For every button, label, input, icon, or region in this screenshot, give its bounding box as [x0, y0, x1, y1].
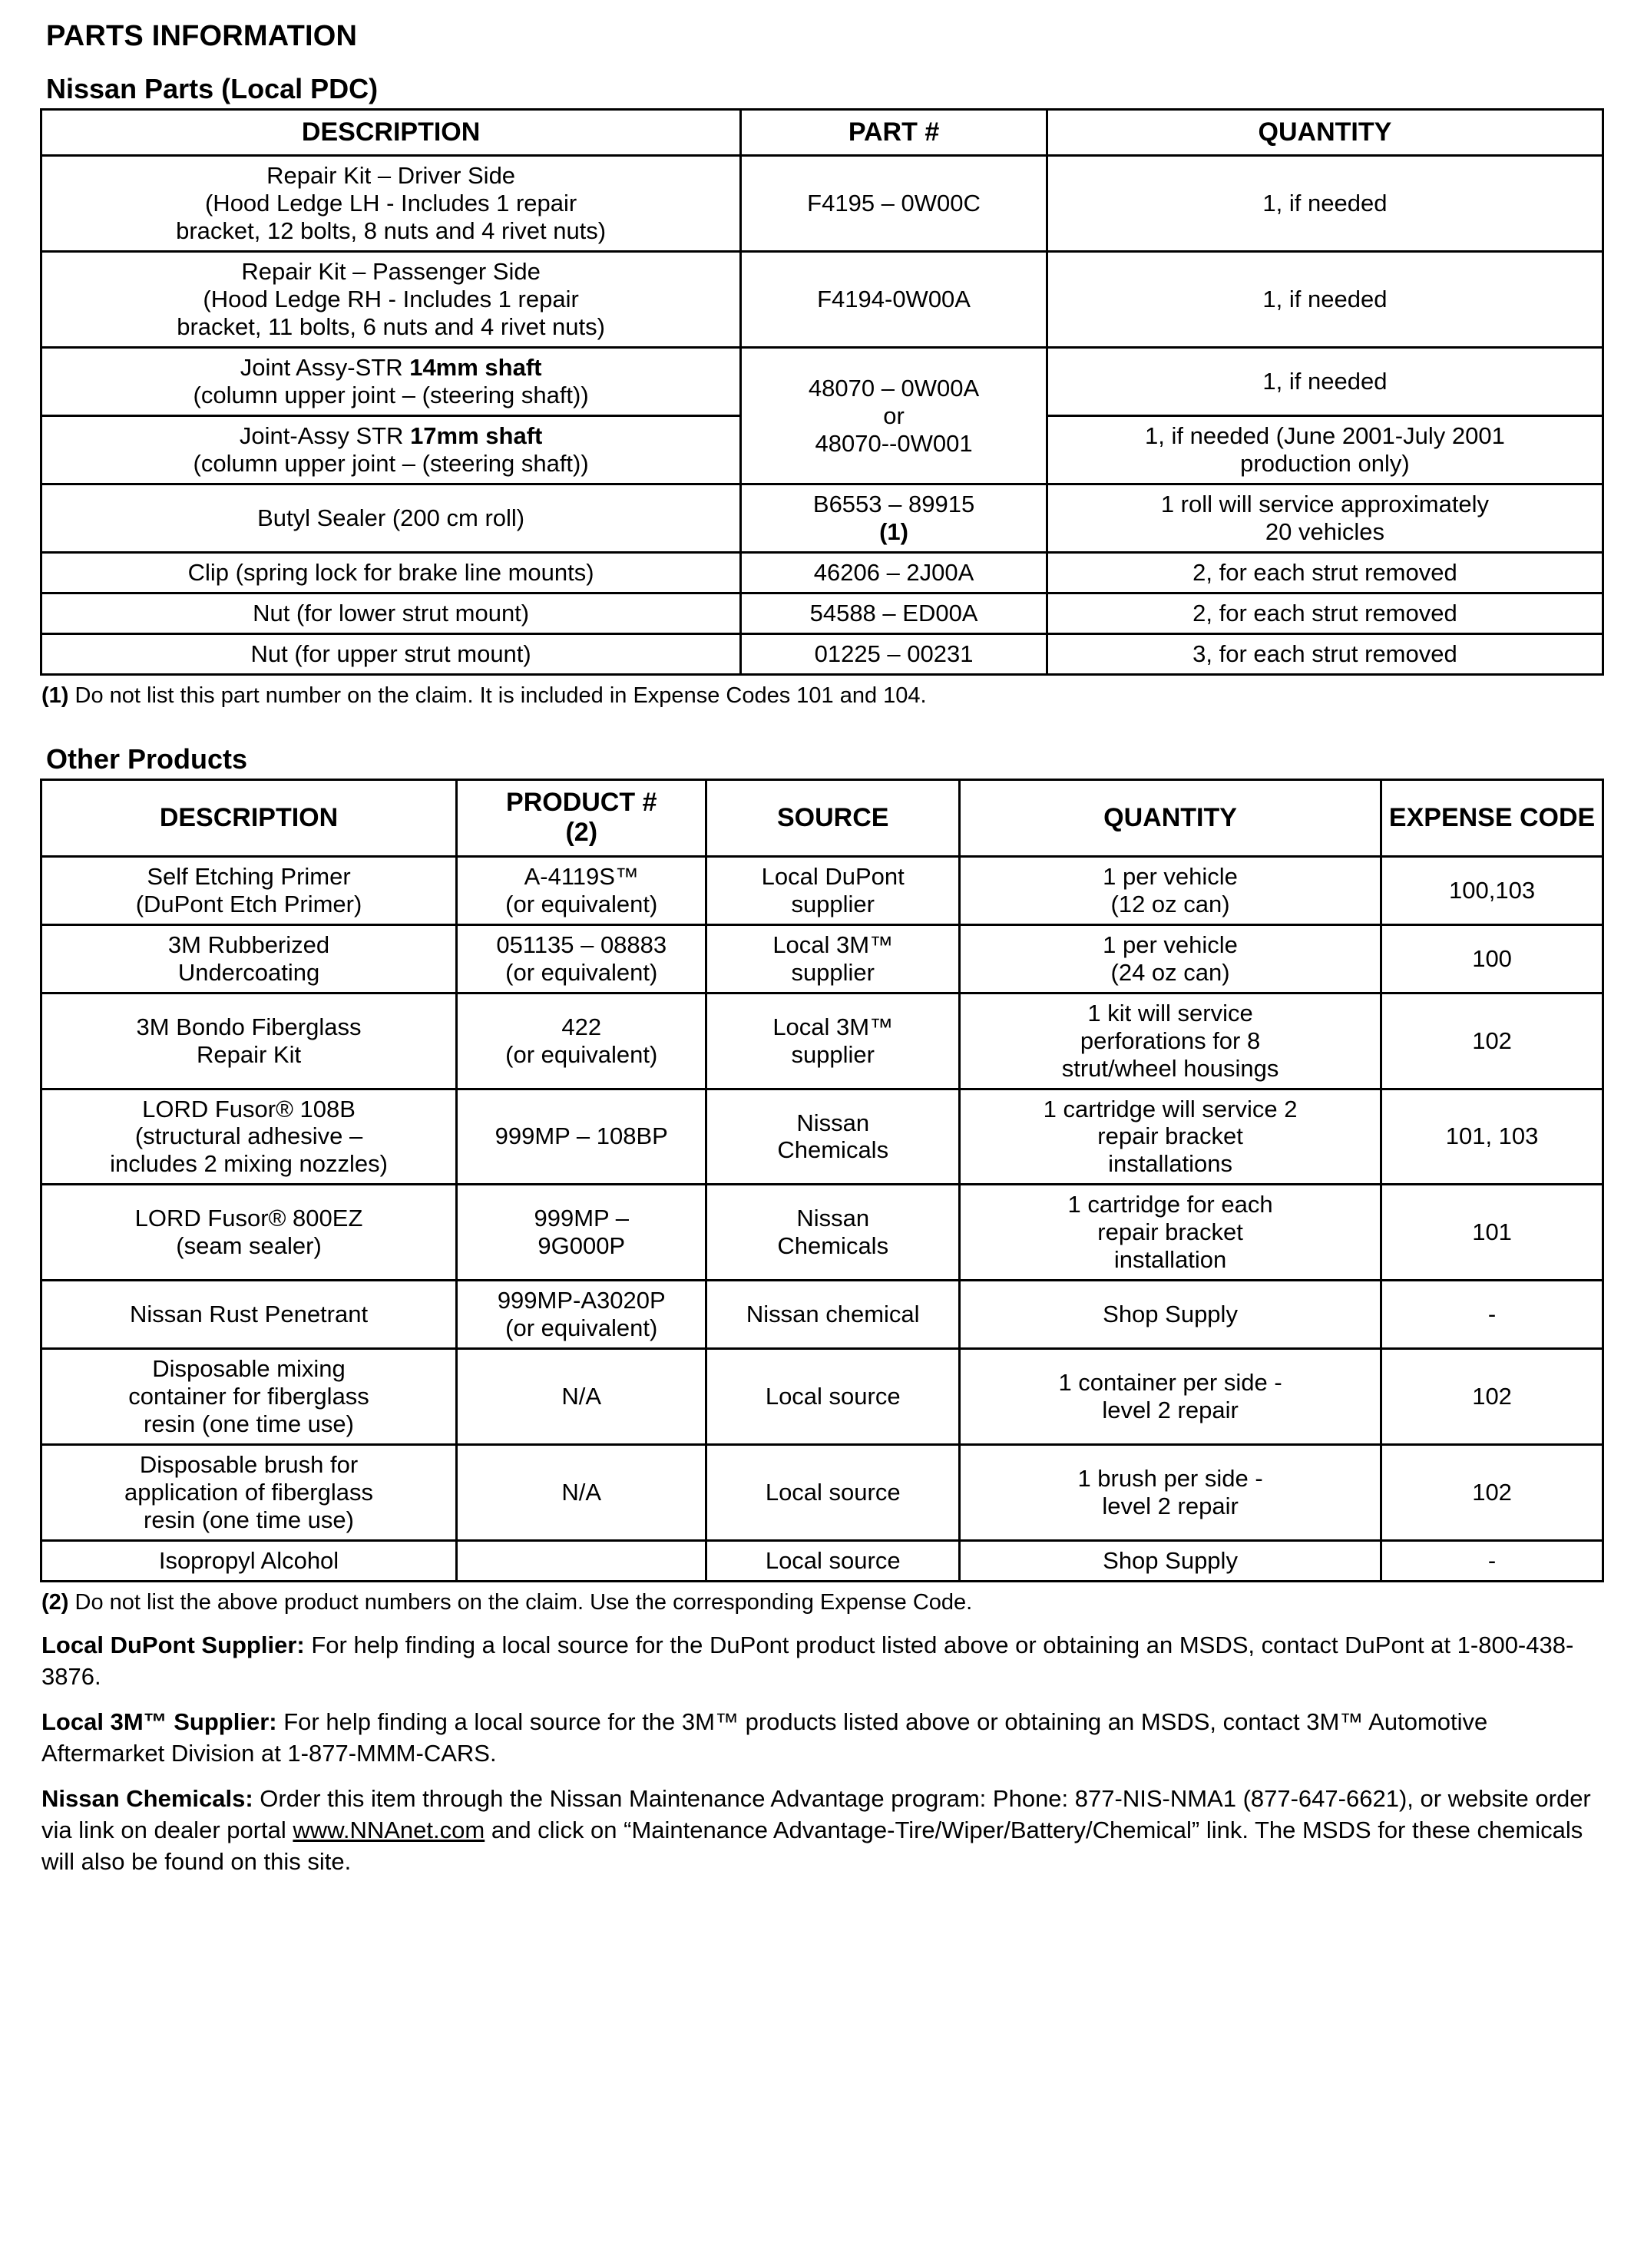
cell-source: Local source	[706, 1540, 960, 1581]
cell-quantity	[959, 1349, 1381, 1445]
qty-line: (24 oz can)	[1110, 958, 1230, 986]
cell-description	[41, 924, 457, 993]
qty-line: 1 brush per side -	[1077, 1464, 1263, 1492]
table-row	[41, 924, 1603, 993]
cell-expense-code: -	[1381, 1281, 1603, 1349]
product-line: 999MP –	[534, 1205, 629, 1232]
cell-source	[706, 856, 960, 924]
qty-line: 1, if needed (June 2001-July 2001	[1145, 422, 1505, 450]
column-header-product-number	[457, 779, 706, 856]
cell-source: Local source	[706, 1349, 960, 1445]
cell-description	[41, 252, 741, 348]
product-line: 9G000P	[538, 1232, 626, 1260]
qty-line: installations	[1108, 1150, 1233, 1178]
cell-source	[706, 1185, 960, 1281]
cell-expense-code: 101, 103	[1381, 1089, 1603, 1185]
note-lead: Local 3M™ Supplier:	[41, 1708, 277, 1735]
desc-line: resin (one time use)	[144, 1506, 354, 1533]
desc-line: Joint-Assy STR 17mm shaft	[239, 422, 543, 450]
table-row	[41, 856, 1603, 924]
cell-quantity: 2, for each strut removed	[1047, 552, 1603, 593]
note-local-dupont-supplier	[41, 1630, 1603, 1693]
cell-description: Clip (spring lock for brake line mounts)	[41, 552, 741, 593]
product-line: 999MP-A3020P	[497, 1287, 666, 1314]
table-header-row	[41, 779, 1603, 856]
qty-line: (12 oz can)	[1110, 890, 1230, 917]
note-text: Order this item through the Nissan Maintenance Advantage program: Phone: 877-NIS-NMA1 (877-647-6621), or website order via link on dealer portal	[41, 1784, 1591, 1843]
column-header-description: DESCRIPTION	[41, 110, 741, 156]
note-text: For help finding a local source for the 3M™ products listed above or obtaining an MSDS, contact 3M™ Automotive Aftermarket Division at 1-877-MMM-CARS.	[41, 1708, 1488, 1767]
qty-line: 1 per vehicle	[1103, 931, 1238, 958]
qty-line: 1 kit will service	[1087, 999, 1253, 1027]
cell-product-number: N/A	[457, 1349, 706, 1445]
source-line: Nissan	[796, 1205, 870, 1232]
cell-description	[41, 348, 741, 416]
table-row	[41, 552, 1603, 593]
table-row	[41, 1445, 1603, 1541]
cell-quantity: 3, for each strut removed	[1047, 633, 1603, 674]
note-local-3m-supplier	[41, 1707, 1603, 1770]
source-line: Chemicals	[777, 1136, 889, 1164]
table-row	[41, 1540, 1603, 1581]
nnanet-link[interactable]: www.NNAnet.com	[293, 1816, 485, 1843]
other-products-table	[40, 779, 1604, 1582]
cell-description	[41, 416, 741, 484]
qty-line: 1 cartridge for each	[1067, 1191, 1273, 1218]
qty-line: 1 container per side -	[1058, 1369, 1282, 1397]
desc-line: 3M Rubberized	[167, 931, 330, 958]
source-line: Local DuPont	[761, 862, 905, 890]
desc-line: (Hood Ledge RH - Includes 1 repair	[203, 286, 579, 313]
table-row	[41, 1349, 1603, 1445]
desc-line: includes 2 mixing nozzles)	[110, 1150, 388, 1178]
desc-line: Disposable mixing	[152, 1355, 346, 1383]
cell-product-number	[457, 1185, 706, 1281]
desc-line: (Hood Ledge LH - Includes 1 repair	[204, 190, 577, 217]
cell-quantity: 1, if needed	[1047, 156, 1603, 252]
cell-description: Isopropyl Alcohol	[41, 1540, 457, 1581]
nissan-parts-heading: Nissan Parts (Local PDC)	[46, 73, 379, 104]
note-text: For help finding a local source for the DuPont product listed above or obtaining an MSDS, contact DuPont at 1-800-438-3876.	[41, 1632, 1574, 1690]
source-line: Local 3M™	[772, 931, 894, 958]
source-line: Local 3M™	[772, 1013, 894, 1040]
cell-product-number	[457, 1281, 706, 1349]
cell-description	[41, 1445, 457, 1541]
section-spacer	[40, 709, 1604, 743]
desc-line: bracket, 11 bolts, 6 nuts and 4 rivet nuts)	[177, 313, 605, 341]
desc-line: application of fiberglass	[124, 1478, 373, 1506]
part-number-17mm: 48070--0W001	[815, 429, 973, 457]
cell-part-number	[741, 484, 1047, 552]
qty-line: installation	[1113, 1246, 1227, 1274]
table-header-row	[41, 110, 1603, 156]
cell-expense-code: 100	[1381, 924, 1603, 993]
desc-line: container for fiberglass	[128, 1383, 369, 1410]
source-line: supplier	[791, 958, 875, 986]
cell-quantity: Shop Supply	[959, 1540, 1381, 1581]
desc-line: bracket, 12 bolts, 8 nuts and 4 rivet nuts)	[176, 217, 607, 245]
nissan-parts-table	[40, 108, 1604, 676]
table-row	[41, 252, 1603, 348]
cell-product-number	[457, 924, 706, 993]
cell-source	[706, 924, 960, 993]
cell-quantity	[959, 1185, 1381, 1281]
cell-source: Local source	[706, 1445, 960, 1541]
desc-emphasis: 17mm shaft	[410, 422, 543, 450]
table-row	[41, 593, 1603, 633]
cell-description	[41, 156, 741, 252]
footnote-text: Do not list this part number on the claim. It is included in Expense Codes 101 and 104.	[68, 683, 927, 708]
qty-line: production only)	[1240, 450, 1410, 478]
note-text: and click on “Maintenance Advantage-Tire/Wiper/Battery/Chemical” link. The MSDS for these chemicals will also be found on this site.	[41, 1816, 1583, 1875]
source-line: Chemicals	[777, 1232, 889, 1260]
cell-description: Nut (for lower strut mount)	[41, 593, 741, 633]
cell-quantity: 2, for each strut removed	[1047, 593, 1603, 633]
product-line: (or equivalent)	[505, 958, 658, 986]
page-title: PARTS INFORMATION	[46, 20, 358, 52]
desc-line: (DuPont Etch Primer)	[135, 890, 362, 917]
table-row	[41, 348, 1603, 416]
footnote-marker: (1)	[41, 683, 69, 708]
desc-line: Disposable brush for	[139, 1451, 359, 1479]
column-header-quantity: QUANTITY	[1047, 110, 1603, 156]
qty-line: repair bracket	[1097, 1218, 1243, 1246]
column-header-label: PRODUCT #	[506, 787, 657, 817]
cell-expense-code: 102	[1381, 1445, 1603, 1541]
qty-line: level 2 repair	[1102, 1397, 1239, 1424]
note-nissan-chemicals	[41, 1784, 1603, 1878]
cell-part-number	[741, 348, 1047, 484]
qty-line: 1 cartridge will service 2	[1043, 1095, 1298, 1122]
table-row	[41, 484, 1603, 552]
footnote-text: Do not list the above product numbers on the claim. Use the corresponding Expense Code.	[68, 1589, 973, 1615]
desc-emphasis: 14mm shaft	[409, 354, 542, 382]
desc-line: Self Etching Primer	[147, 862, 351, 890]
source-line: Nissan	[796, 1109, 870, 1136]
cell-description: Nut (for upper strut mount)	[41, 633, 741, 674]
desc-line: Repair Kit	[196, 1040, 302, 1068]
note-lead: Nissan Chemicals:	[41, 1784, 253, 1812]
cell-part-number: 46206 – 2J00A	[741, 552, 1047, 593]
cell-quantity: 1, if needed	[1047, 348, 1603, 416]
product-line: 422	[561, 1013, 602, 1040]
cell-quantity: Shop Supply	[959, 1281, 1381, 1349]
cell-description: Butyl Sealer (200 cm roll)	[41, 484, 741, 552]
table-row	[41, 1185, 1603, 1281]
note-lead: Local DuPont Supplier:	[41, 1632, 305, 1659]
desc-line: (seam sealer)	[176, 1232, 322, 1260]
desc-line: Repair Kit – Driver Side	[266, 162, 516, 190]
product-line: (or equivalent)	[505, 1040, 658, 1068]
qty-line: 1 per vehicle	[1103, 862, 1238, 890]
part-number-separator: or	[883, 402, 905, 429]
desc-line: LORD Fusor® 108B	[142, 1095, 356, 1122]
cell-part-number: F4195 – 0W00C	[741, 156, 1047, 252]
cell-product-number: 999MP – 108BP	[457, 1089, 706, 1185]
column-header-expense-code: EXPENSE CODE	[1381, 779, 1603, 856]
other-products-footnote	[41, 1589, 1603, 1616]
qty-line: perforations for 8	[1080, 1027, 1261, 1054]
part-number-14mm: 48070 – 0W00A	[808, 374, 980, 402]
cell-source	[706, 993, 960, 1089]
desc-line: resin (one time use)	[144, 1410, 354, 1438]
column-header-source: SOURCE	[706, 779, 960, 856]
cell-product-number	[457, 1540, 706, 1581]
column-header-footnote-marker: (2)	[565, 818, 598, 848]
cell-quantity	[1047, 416, 1603, 484]
footnote-marker: (2)	[41, 1589, 69, 1615]
cell-description	[41, 856, 457, 924]
cell-expense-code: 100,103	[1381, 856, 1603, 924]
part-number: B6553 – 89915	[812, 490, 975, 517]
cell-part-number: 54588 – ED00A	[741, 593, 1047, 633]
desc-line: Undercoating	[177, 958, 320, 986]
cell-quantity	[959, 1089, 1381, 1185]
cell-description: Nissan Rust Penetrant	[41, 1281, 457, 1349]
qty-line: level 2 repair	[1102, 1492, 1239, 1519]
cell-expense-code: 102	[1381, 1349, 1603, 1445]
cell-expense-code: -	[1381, 1540, 1603, 1581]
cell-expense-code: 102	[1381, 993, 1603, 1089]
qty-line: 20 vehicles	[1265, 517, 1384, 545]
table-row	[41, 1281, 1603, 1349]
table-row	[41, 633, 1603, 674]
column-header-part-number: PART #	[741, 110, 1047, 156]
table-row	[41, 156, 1603, 252]
table-row	[41, 993, 1603, 1089]
cell-product-number: N/A	[457, 1445, 706, 1541]
desc-line: (column upper joint – (steering shaft))	[193, 450, 589, 478]
cell-source	[706, 1089, 960, 1185]
cell-source: Nissan chemical	[706, 1281, 960, 1349]
cell-part-number: F4194-0W00A	[741, 252, 1047, 348]
other-products-heading: Other Products	[46, 742, 248, 775]
cell-description	[41, 993, 457, 1089]
cell-quantity	[1047, 484, 1603, 552]
source-line: supplier	[791, 890, 875, 917]
desc-line: (structural adhesive –	[134, 1122, 363, 1150]
product-line: (or equivalent)	[505, 890, 658, 917]
desc-line: 3M Bondo Fiberglass	[136, 1013, 362, 1040]
desc-line: Joint Assy-STR 14mm shaft	[240, 354, 542, 382]
desc-line: (column upper joint – (steering shaft))	[193, 382, 589, 409]
cell-quantity	[959, 993, 1381, 1089]
cell-product-number	[457, 856, 706, 924]
cell-description	[41, 1349, 457, 1445]
cell-quantity	[959, 924, 1381, 993]
table-row	[41, 1089, 1603, 1185]
qty-line: strut/wheel housings	[1061, 1054, 1279, 1082]
cell-quantity: 1, if needed	[1047, 252, 1603, 348]
part-footnote-marker: (1)	[879, 517, 908, 545]
nissan-parts-footnote	[41, 682, 1603, 709]
cell-description	[41, 1185, 457, 1281]
cell-quantity	[959, 856, 1381, 924]
qty-line: 1 roll will service approximately	[1160, 490, 1490, 517]
desc-line: LORD Fusor® 800EZ	[134, 1205, 363, 1232]
cell-quantity	[959, 1445, 1381, 1541]
cell-expense-code: 101	[1381, 1185, 1603, 1281]
cell-product-number	[457, 993, 706, 1089]
column-header-description: DESCRIPTION	[41, 779, 457, 856]
product-line: 051135 – 08883	[496, 931, 667, 958]
qty-line: repair bracket	[1097, 1122, 1243, 1150]
product-line: (or equivalent)	[505, 1314, 658, 1342]
source-line: supplier	[791, 1040, 875, 1068]
product-line: A-4119S™	[524, 862, 639, 890]
cell-part-number: 01225 – 00231	[741, 633, 1047, 674]
desc-line: Repair Kit – Passenger Side	[241, 258, 541, 286]
cell-description	[41, 1089, 457, 1185]
column-header-quantity: QUANTITY	[959, 779, 1381, 856]
